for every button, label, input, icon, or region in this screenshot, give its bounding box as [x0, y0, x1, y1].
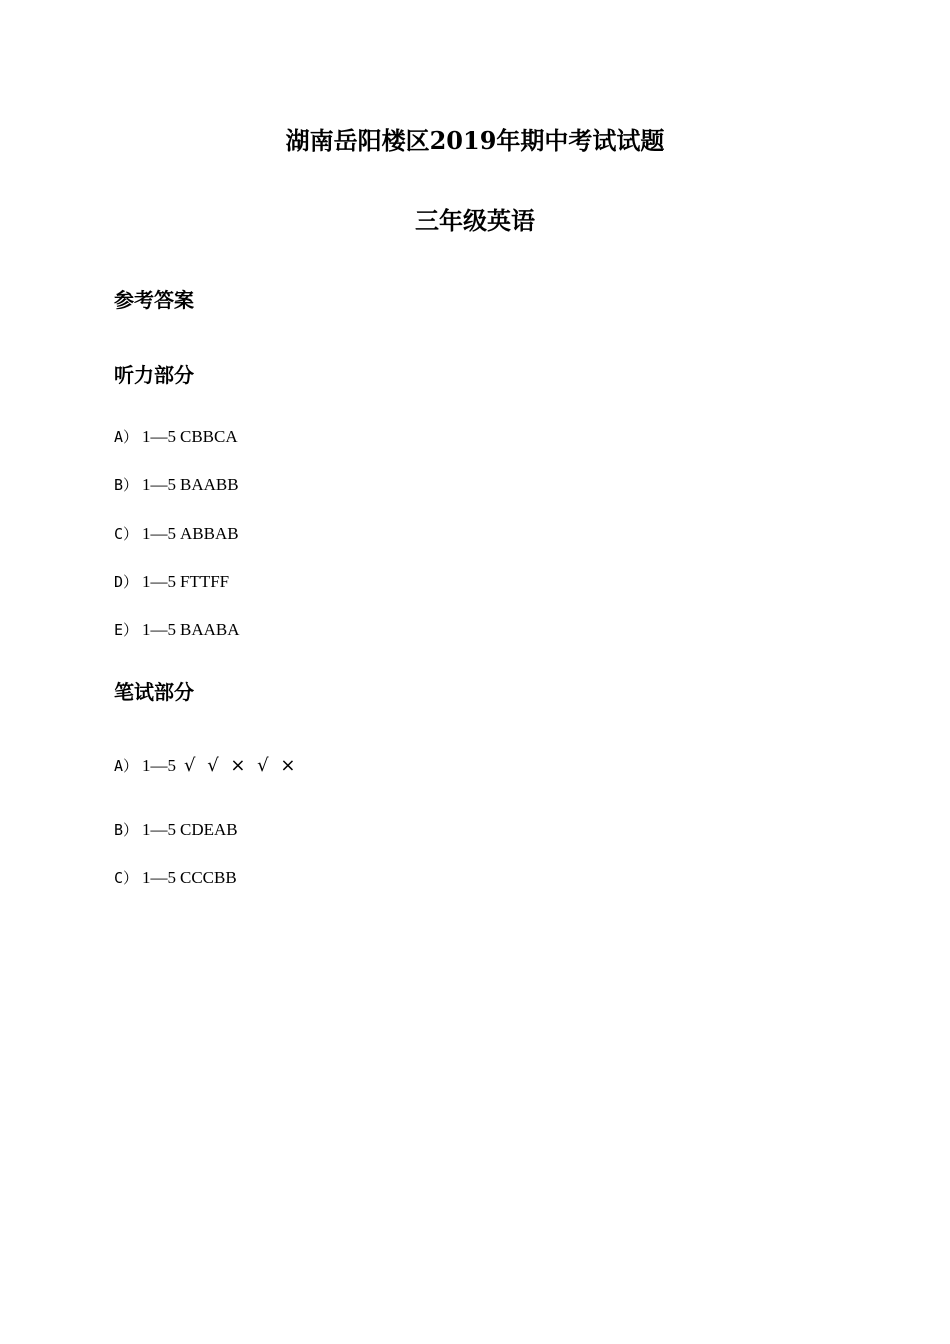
answer-value: FTTFF — [180, 572, 230, 591]
writing-answer-b — [114, 819, 238, 841]
writing-answer-c — [114, 867, 237, 889]
listening-answer-c — [114, 523, 239, 545]
answer-range: 1—5 — [142, 572, 176, 591]
answer-value: ABBAB — [180, 524, 239, 543]
answer-value: CBBCA — [180, 427, 238, 446]
answer-range: 1—5 — [142, 820, 176, 839]
answer-value: BAABA — [180, 620, 240, 639]
answer-value: CDEAB — [180, 820, 238, 839]
answer-range: 1—5 — [142, 524, 176, 543]
answer-marks: √ √ × √ × — [184, 755, 299, 776]
listening-section-heading: 听力部分 — [114, 363, 194, 387]
answer-label: A） — [114, 757, 139, 775]
answer-range: 1—5 — [142, 427, 176, 446]
writing-section-heading: 笔试部分 — [114, 680, 194, 704]
answer-value: CCCBB — [180, 868, 237, 887]
answer-range: 1—5 — [142, 620, 176, 639]
listening-answer-d — [114, 571, 229, 593]
answer-key-heading: 参考答案 — [114, 288, 194, 312]
writing-answer-a — [114, 755, 298, 777]
answer-label: B） — [114, 821, 139, 839]
page-subtitle: 三年级英语 — [415, 206, 535, 235]
answer-label: C） — [114, 525, 139, 543]
page-title: 湖南岳阳楼区2019年期中考试试题 — [285, 126, 665, 155]
listening-answer-a — [114, 426, 238, 448]
answer-label: B） — [114, 476, 139, 494]
listening-answer-b — [114, 474, 239, 496]
answer-range: 1—5 — [142, 475, 176, 494]
answer-range: 1—5 — [142, 868, 176, 887]
answer-label: D） — [114, 573, 139, 591]
listening-answer-e — [114, 619, 240, 641]
answer-label: A） — [114, 428, 139, 446]
answer-range: 1—5 — [142, 756, 176, 775]
answer-label: C） — [114, 869, 139, 887]
answer-value: BAABB — [180, 475, 239, 494]
answer-label: E） — [114, 621, 139, 639]
